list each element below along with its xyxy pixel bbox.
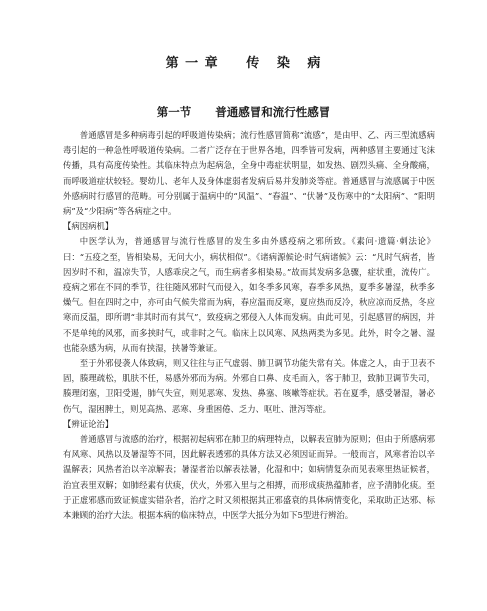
section-title: 第一节 普通感冒和流行性感冒 [156,105,331,119]
etiology-paragraph-1: 中医学认为，普通感冒与流行性感冒的发生多由外感疫病之邪所致。《素问·遗篇·刺法论》曰：“五疫之至，皆相染易，无问大小，病状相似”。《诸病源候论·时气病诸候》云：“凡时气病者，皆因岁时不和，温凉失节，人感乖戾之气，而生病者多相染易。”故而其发病多急骤，症状重，流传广。疫病之邪在不同的季节，往往随风邪时气而侵入，如冬季多风寒，春季多风热，夏季多暑湿，秋季多燥气。但在四时之中，亦可由气候失常而为病，春应温而反寒，夏应热而反冷，秋应凉而反热，冬应寒而反温，即所谓“非其时而有其气”，致疫病之邪侵入人体而发病。由此可见，引起感冒的病因，并不是单纯的风邪，而多挟时气，或非时之气。临床上以风寒、风热两类为多见。此外，时令之暑、湿也能杂感为病，从而有挟湿，挟暑等兼证。 [63,236,435,353]
intro-paragraph: 普通感冒是多种病毒引起的呼吸道传染病；流行性感冒简称“流感”，是由甲、乙、丙三型流感病毒引起的一种急性呼吸道传染病。二者广泛存在于世界各地，四季皆可发病，两种感冒主要通过飞沫传播，具有高度传染性。其临床特点为起病急，全身中毒症状明显，如发热、剧烈头痛、全身酸痛，而呼吸道症状较轻。婴幼儿、老年人及身体虚弱者发病后易并发肺炎等症。普通感冒与流感属于中医外感病时行感冒的范畴。可分别属于温病中的“风温”、“春温”、“伏暑”及伤寒中的“太阳病”、“阳明病”及“少阳病”等各病症之中。 [63,130,435,217]
subheading-etiology: 【病因病机】 [63,221,114,232]
chapter-title: 第 一 章 传 染 病 [165,56,322,71]
treatment-paragraph: 普通感冒与流感的治疗，根据初起病邪在肺卫的病理特点，以解表宣肺为原则；但由于所感病邪有风寒、风热以及暑湿等不同，因此解表透邪的具体方法又必须因证而异。一般而言，风寒者治以辛温解表；风热者治以辛凉解表；暑湿者治以解表祛暑，化湿和中；如病情复杂而见表寒里热证候者，治宜表里双解；如肺经素有伏痰，伏火，外邪入里与之相搏，而形成痰热蕴肺者，应予清肺化痰。至于正虚邪感而致证候虚实错杂者，治疗之时又须根据其正邪盛衰的具体病情变化，采取助正达邪、标本兼顾的治疗大法。根据本病的临床特点，中医学大抵分为如下5型进行辨治。 [63,434,435,521]
body-text [63,128,435,523]
subheading-treatment: 【辨证论治】 [63,418,114,429]
etiology-paragraph-2: 至于外邪侵袭人体致病，则又往往与正气虚弱、肺卫调节功能失常有关。体虚之人，由于卫表不固，腠理疏松，肌肤不任，易感外邪而为病。外邪自口鼻、皮毛而入，客于肺卫，致肺卫调节失司，腠理闭塞，卫阳受遏，肺气失宣，则见恶寒、发热、鼻塞、咳嗽等症状。若在夏季，感受暑湿，暑必伤气，湿困脾土，则见高热、恶寒、身重困倦、乏力、呕吐、泄泻等症。 [63,358,435,414]
